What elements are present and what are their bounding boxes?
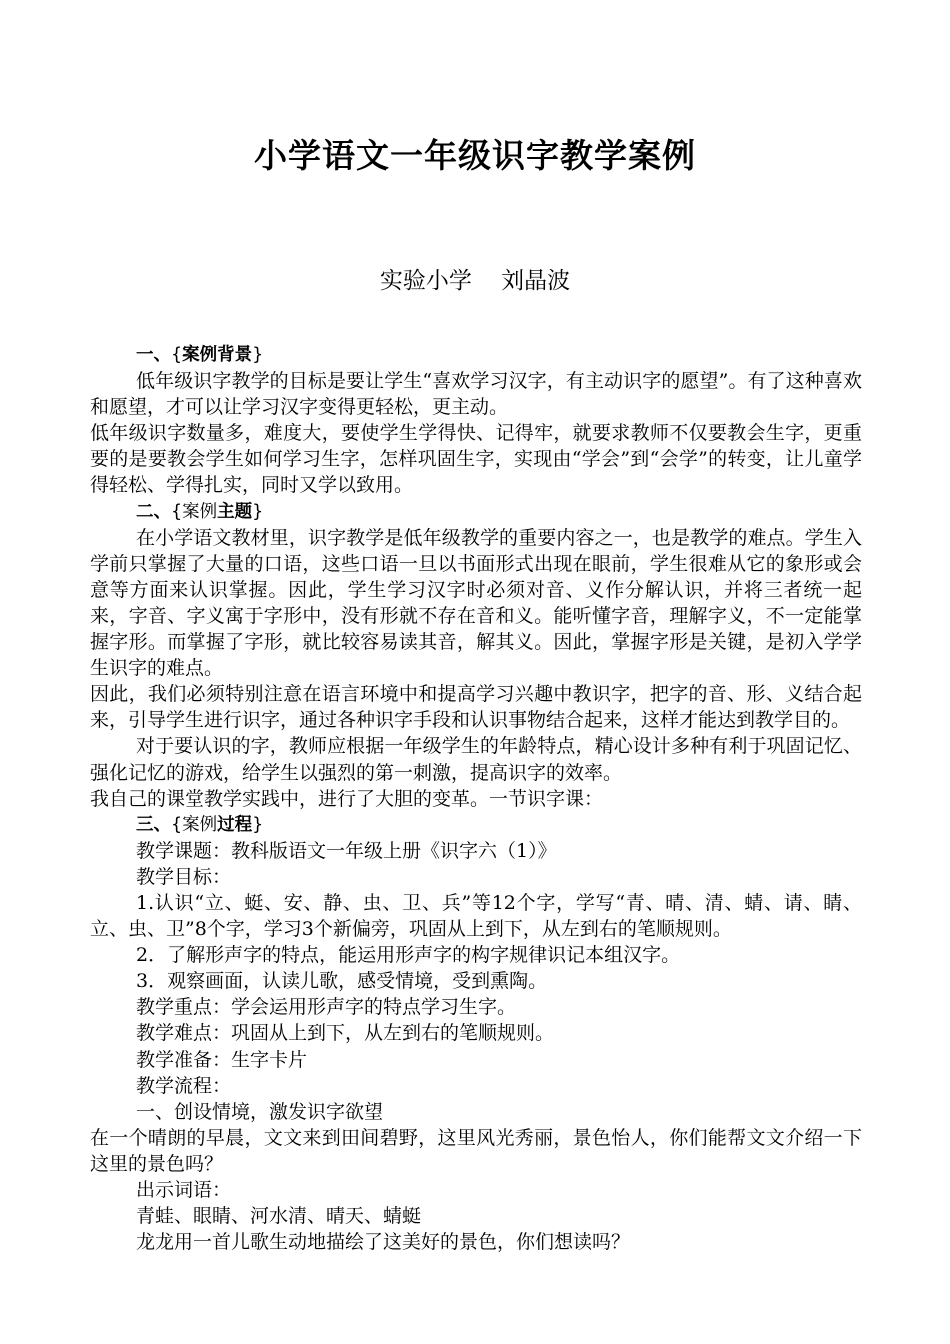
section-heading-process xyxy=(90,812,862,838)
heading-label-part: 主题 xyxy=(217,501,253,522)
document-author: 实验小学 刘晶波 xyxy=(379,268,571,294)
heading-bracket-close: } xyxy=(252,814,264,835)
heading-number: 三、 xyxy=(136,814,171,835)
paragraph: 对于要认识的字，教师应根据一年级学生的年龄特点，精心设计多种有利于巩固记忆、强化记忆的游戏，给学生以强烈的第一刺激，提高识字的效率。 xyxy=(90,735,862,784)
teaching-prep: 教学准备：生字卡片 xyxy=(136,1048,308,1071)
key-point: 教学重点：学会运用形声字的特点学习生字。 xyxy=(136,996,517,1019)
flow-step: 一、创设情境，激发识字欲望 xyxy=(136,1100,384,1123)
goal-heading: 教学目标： xyxy=(136,865,232,888)
goal-item: 2．了解形声字的特点，能运用形声字的构字规律识记本组汉字。 xyxy=(136,944,681,967)
heading-label-part: 案例 xyxy=(182,501,218,522)
heading-label: 案例背景 xyxy=(182,345,253,365)
heading-bracket-close: } xyxy=(252,501,264,522)
document-title: 小学语文一年级识字教学案例 xyxy=(254,136,696,175)
teaching-flow-heading: 教学流程： xyxy=(136,1074,232,1097)
section-heading-theme xyxy=(90,499,862,525)
heading-bracket-open: { xyxy=(171,501,183,522)
heading-bracket-close: } xyxy=(252,345,264,365)
goal-item: 1.认识“立、蜓、安、静、虫、卫、兵”等12个字，学写“青、晴、清、蜻、请、睛、立、虫、卫”8个字，学习3个新偏旁，巩固从上到下，从左到右的笔顺规则。 xyxy=(90,891,862,941)
heading-bracket-open: { xyxy=(171,814,183,835)
paragraph: 我自己的课堂教学实践中，进行了大胆的变革。一节识字课： xyxy=(90,787,604,810)
paragraph: 低年级识字教学的目标是要让学生“喜欢学习汉字，有主动识字的愿望”。有了这种喜欢和愿望，才可以让学习汉字变得更轻松，更主动。 xyxy=(90,370,862,419)
heading-label-part: 案例 xyxy=(182,814,218,835)
document-body xyxy=(90,342,862,1255)
paragraph: 龙龙用一首儿歌生动地描绘了这美好的景色，你们想读吗？ xyxy=(136,1231,631,1254)
heading-number: 一、 xyxy=(136,345,171,365)
show-words-label: 出示词语： xyxy=(136,1179,232,1201)
paragraph: 低年级识字数量多，难度大，要使学生学得快、记得牢，就要求教师不仅要教会生字，更重要的是要教会学生如何学习生字，怎样巩固生字，实现由“学会”到“会学”的转变，让儿童学得轻松、学得扎实，同时又学以致用。 xyxy=(90,422,862,497)
goal-item: 3．观察画面，认读儿歌，感受情境，受到熏陶。 xyxy=(136,970,548,993)
paragraph: 在一个晴朗的早晨，文文来到田间碧野，这里风光秀丽，景色怡人，你们能帮文文介绍一下这里的景色吗？ xyxy=(90,1126,862,1175)
section-heading-background xyxy=(90,342,862,368)
lesson-topic: 教学课题：教科版语文一年级上册《识字六（1）》 xyxy=(136,839,557,862)
paragraph: 因此，我们必须特别注意在语言环境中和提高学习兴趣中教识字，把字的音、形、义结合起来，引导学生进行识字，通过各种识字手段和认识事物结合起来，这样才能达到教学目的。 xyxy=(90,683,862,732)
paragraph: 在小学语文教材里，识字教学是低年级教学的重要内容之一，也是教学的难点。学生入学前只掌握了大量的口语，这些口语一旦以书面形式出现在眼前，学生很难从它的象形或会意等方面来认识掌握。因此，学生学习汉字时必须对音、义作分解认识，并将三者统一起来，字音、字义寓于字形中，没有形就不存在音和义。能听懂字音，理解字义，不一定能掌握字形。而掌握了字形，就比较容易读其音，解其义。因此，掌握字形是关键，是初入学学生识字的难点。 xyxy=(90,526,862,680)
difficult-point: 教学难点：巩固从上到下，从左到右的笔顺规则。 xyxy=(136,1022,555,1045)
heading-bracket-open: { xyxy=(171,345,183,365)
heading-number: 二、 xyxy=(136,501,171,522)
word-list: 青蛙、眼睛、河水清、晴天、蜻蜓 xyxy=(136,1205,422,1228)
heading-label-part: 过程 xyxy=(217,814,253,835)
